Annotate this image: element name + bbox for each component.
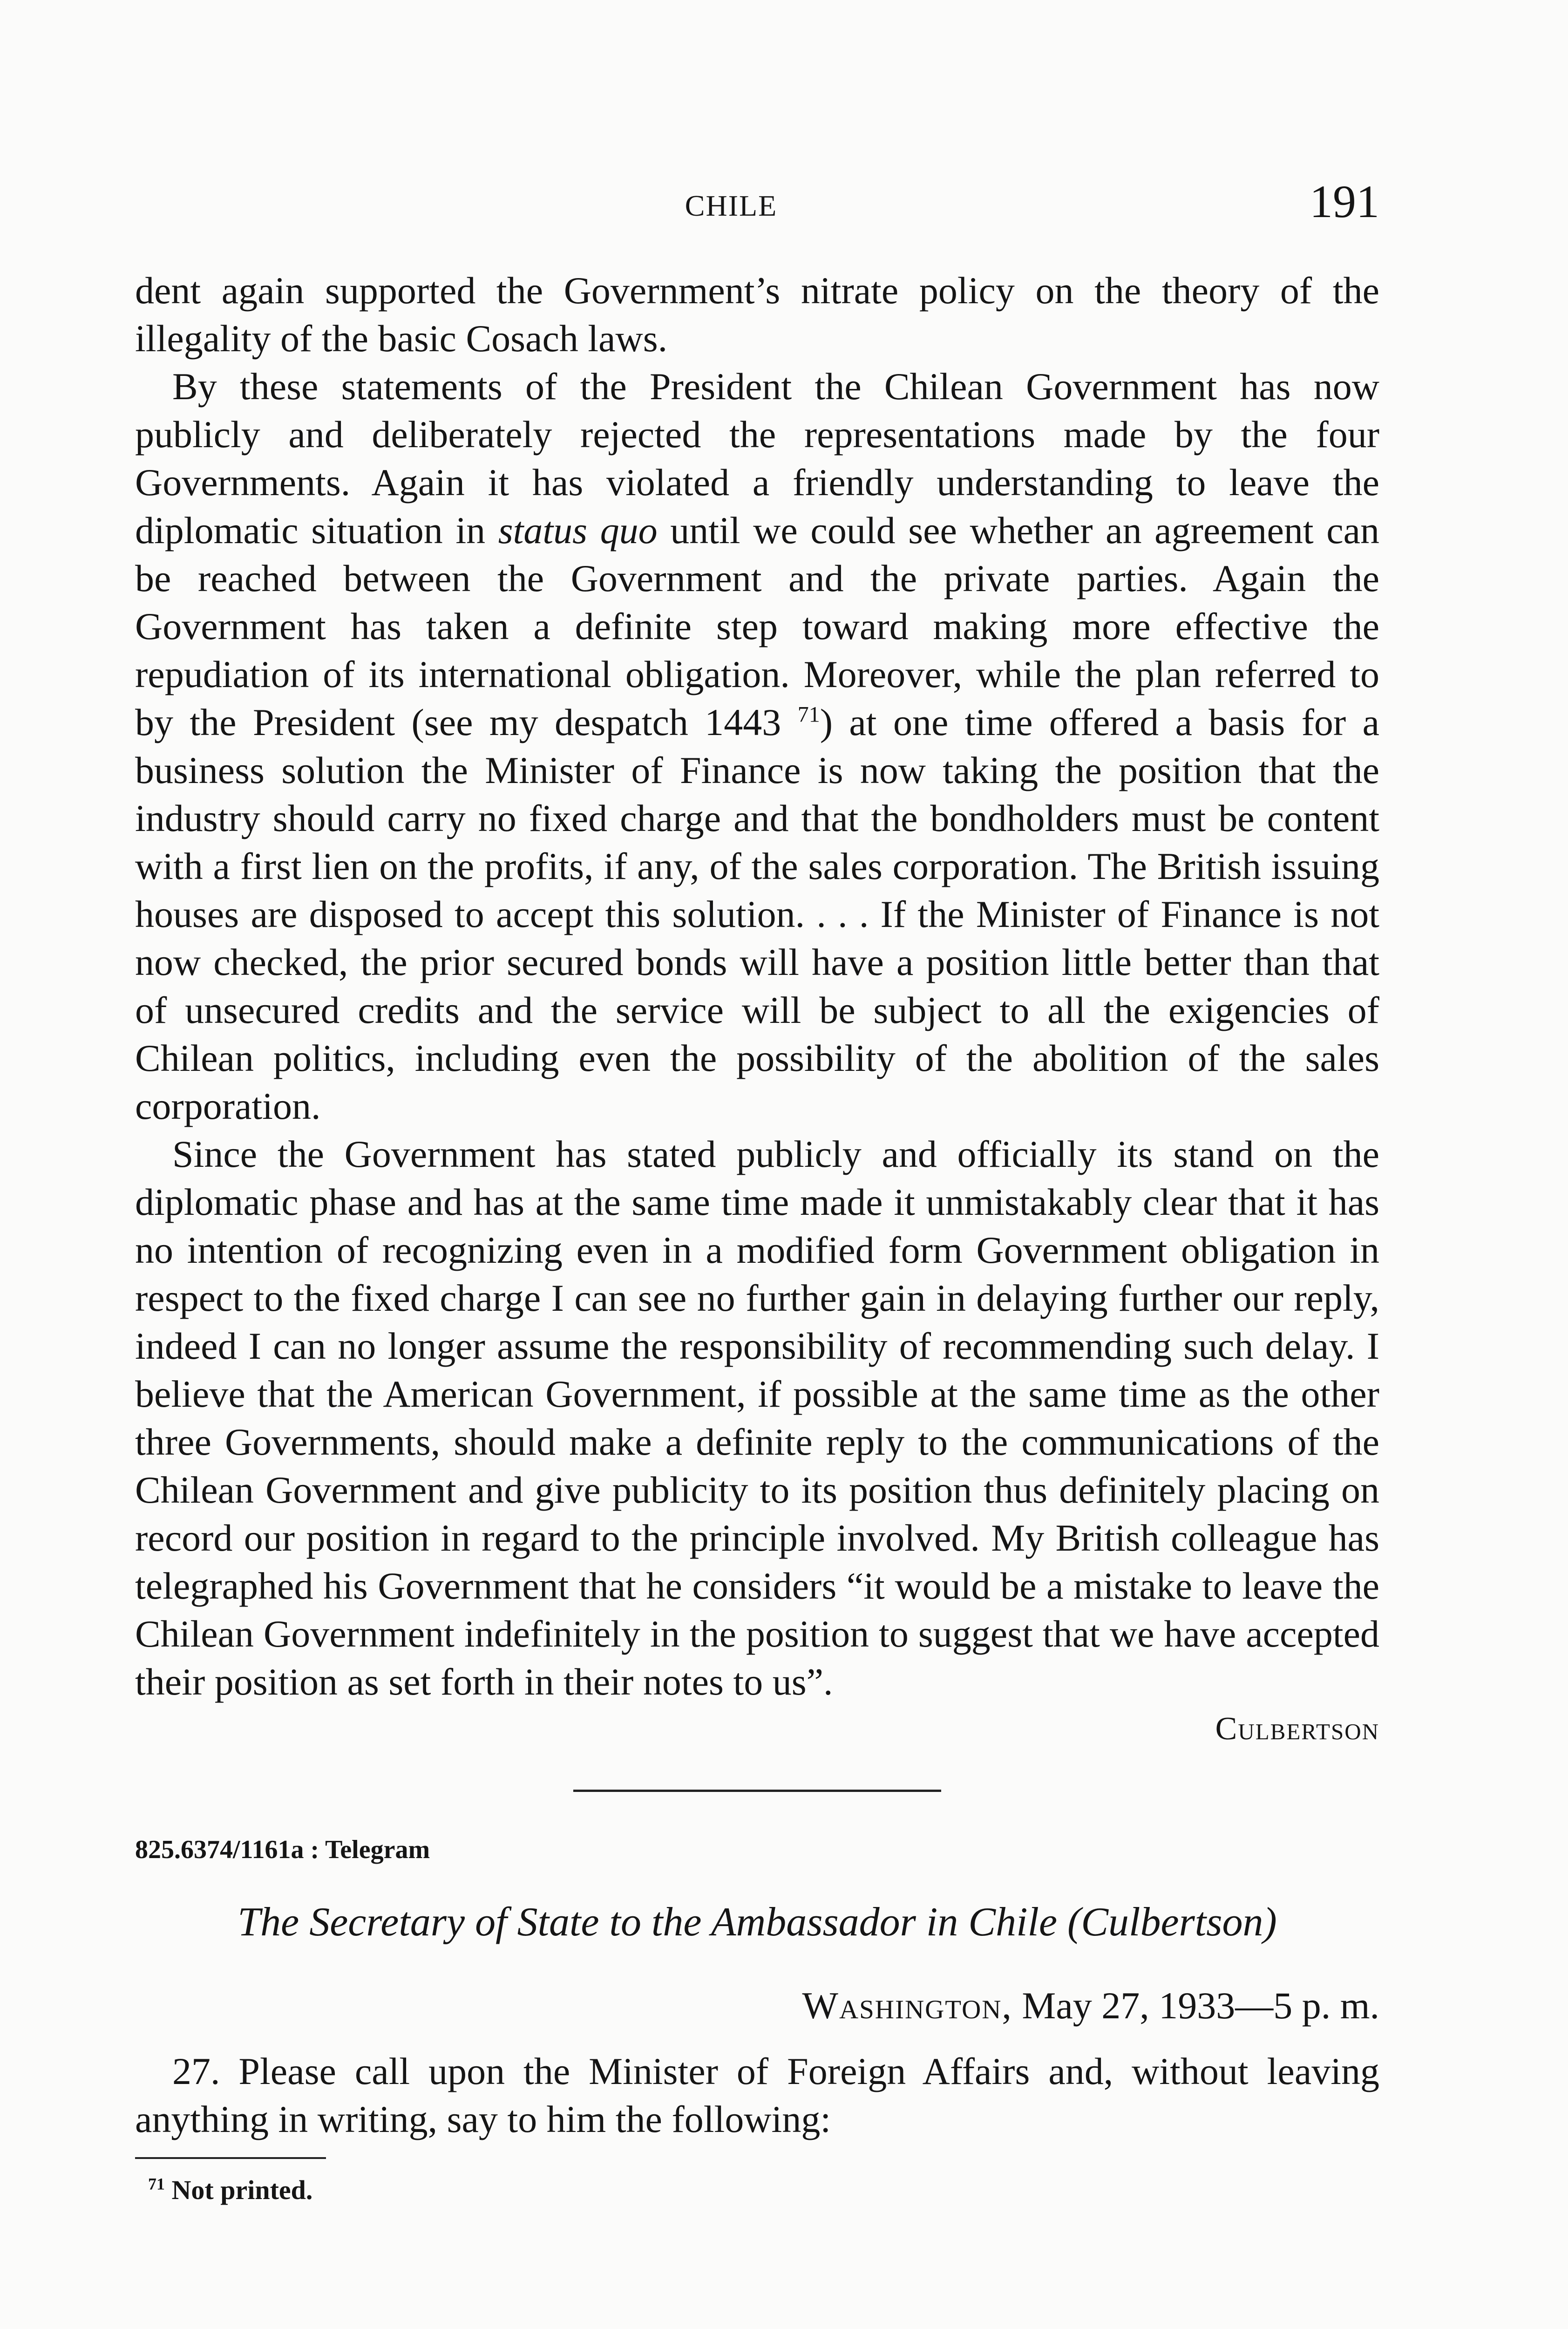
page-number: 191 [1310, 176, 1379, 227]
dateline [135, 1980, 1379, 2031]
file-reference: 825.6374/1161a : Telegram [135, 1835, 430, 1864]
telegram-paragraph: 27. Please call upon the Minister of Foreign Affairs and, without leaving anything in writing, say to him the following: [135, 2050, 1379, 2140]
paragraph-continuation: dent again supported the Government’s nitrate policy on the theory of the illegality of the basic Cosach laws. [135, 269, 1379, 360]
document-title: The Secretary of State to the Ambassador in Chile (Culbertson) [238, 1900, 1277, 1945]
footnote-divider [135, 2157, 326, 2159]
text-run: By these statements of the President the Chilean Government has now publicly and deliberately rejected the representations made by the four Governments. Again it has violated a friendly understanding to leave the diplomatic situation in [135, 365, 1379, 552]
page-header [0, 175, 1568, 226]
body-text [135, 266, 1379, 2211]
dateline-date: May 27, 1933—5 p. m. [1012, 1984, 1379, 2027]
text-run: ) at one time offered a basis for a business solution the Minister of Finance is now taking the position that the industry should carry no fixed charge and that the bondholders must be content with a first lien on the profits, if any, of the sales corporation. The British issuing houses are disposed to accept this solution. . . . If the Minister of Finance is not now checked, the prior secured bonds will have a position little better than that of unsecured credits and the service will be subject to all the exigencies of Chilean politics, including even the possibility of the abolition of the sales corporation. [135, 701, 1380, 1127]
italic-phrase: status quo [498, 509, 658, 552]
text-run: until we could see whether an agreement can be reached between the Government and the private parties. Again the Government has taken a definite step toward making more effective the repudiation of its international obligation. Moreover, while the plan referred to by the President (see my despatch 1443 [135, 509, 1380, 743]
dateline-place: Washington, [802, 1984, 1012, 2027]
footnote [135, 2169, 1379, 2211]
section-divider [573, 1790, 941, 1792]
footnote-reference: 71 [797, 702, 820, 727]
signature: Culbertson [1215, 1711, 1379, 1747]
running-head: CHILE [685, 189, 778, 222]
footnote-mark: 71 [148, 2174, 165, 2193]
paragraph-government-stand: Since the Government has stated publicly and officially its stand on the diplomatic phase and has at the same time made it unmistakably clear that it has no intention of recognizing even in a modified form Government obligation in respect to the fixed charge I can see no further gain in delaying further our reply, indeed I can no longer assume the responsibility of recommending such delay. I believe that the American Government, if possible at the same time as the other three Governments, should make a definite reply to the communications of the Chilean Government and give publicity to its position thus definitely placing on record our position in regard to the principle involved. My British colleague has telegraphed his Government that he considers “it would be a mistake to leave the Chilean Government indefinitely in the position to suggest that we have accepted their position as set forth in their notes to us”. [135, 1133, 1379, 1703]
footnote-text: Not printed. [165, 2175, 313, 2205]
paragraph-statements [135, 362, 1379, 1130]
